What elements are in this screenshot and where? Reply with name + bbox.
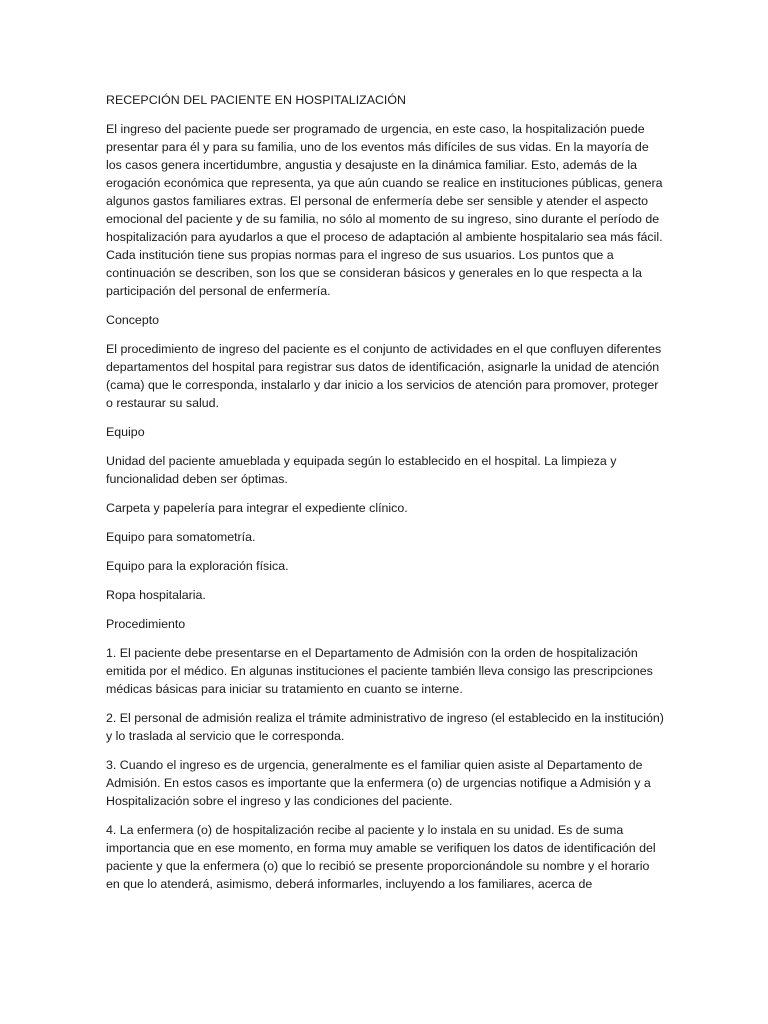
document-title: RECEPCIÓN DEL PACIENTE EN HOSPITALIZACIÓN (106, 93, 406, 107)
concepto-paragraph: El procedimiento de ingreso del paciente es el conjunto de actividades en el que confluyen diferentes departamentos del hospital para registrar sus datos de identificación, asignarle la unidad de atención (cama) que le corresponda, instalarlo y dar inicio a los servicios de atención para promover, proteger o restaurar su salud. (106, 342, 662, 410)
equipo-item: Carpeta y papelería para integrar el expediente clínico. (106, 501, 408, 515)
equipo-item: Ropa hospitalaria. (106, 588, 206, 602)
section-heading-procedimiento: Procedimiento (106, 617, 186, 631)
equipo-item: Equipo para la exploración física. (106, 559, 289, 573)
document-page (106, 91, 666, 904)
procedimiento-step: 2. El personal de admisión realiza el trámite administrativo de ingreso (el establecido en la institución) y lo traslada al servicio que le corresponda. (106, 711, 664, 743)
equipo-item: Unidad del paciente amueblada y equipada según lo establecido en el hospital. La limpieza y funcionalidad deben ser óptimas. (106, 454, 617, 486)
procedimiento-step: 4. La enfermera (o) de hospitalización recibe al paciente y lo instala en su unidad. Es de suma importancia que en ese momento, en forma muy amable se verifiquen los datos de identificación del paciente y que la enfermera (o) que lo recibió se presente proporcionándole su nombre y el horario en que lo atenderá, asimismo, deberá informarles, incluyendo a los familiares, acerca de (106, 823, 656, 891)
section-heading-equipo: Equipo (106, 425, 145, 439)
procedimiento-step: 3. Cuando el ingreso es de urgencia, generalmente es el familiar quien asiste al Departamento de Admisión. En estos casos es importante que la enfermera (o) de urgencias notifique a Admisión y a Hospitalización sobre el ingreso y las condiciones del paciente. (106, 758, 651, 808)
intro-paragraph: El ingreso del paciente puede ser programado de urgencia, en este caso, la hospitalización puede presentar para él y para su familia, uno de los eventos más difíciles de sus vidas. En la mayoría de los casos genera incertidumbre, angustia y desajuste en la dinámica familiar. Esto, además de la erogación económica que representa, ya que aún cuando se realice en instituciones públicas, genera algunos gastos familiares extras. El personal de enfermería debe ser sensible y atender el aspecto emocional del paciente y de su familia, no sólo al momento de su ingreso, sino durante el período de hospitalización para ayudarlos a que el proceso de adaptación al ambiente hospitalario sea más fácil. Cada institución tiene sus propias normas para el ingreso de sus usuarios. Los puntos que a continuación se describen, son los que se consideran básicos y generales en lo que respecta a la participación del personal de enfermería. (106, 122, 663, 298)
procedimiento-step: 1. El paciente debe presentarse en el Departamento de Admisión con la orden de hospitalización emitida por el médico. En algunas instituciones el paciente también lleva consigo las prescripciones médicas básicas para iniciar su tratamiento en cuanto se interne. (106, 646, 653, 696)
equipo-item: Equipo para somatometría. (106, 530, 256, 544)
section-heading-concepto: Concepto (106, 313, 160, 327)
